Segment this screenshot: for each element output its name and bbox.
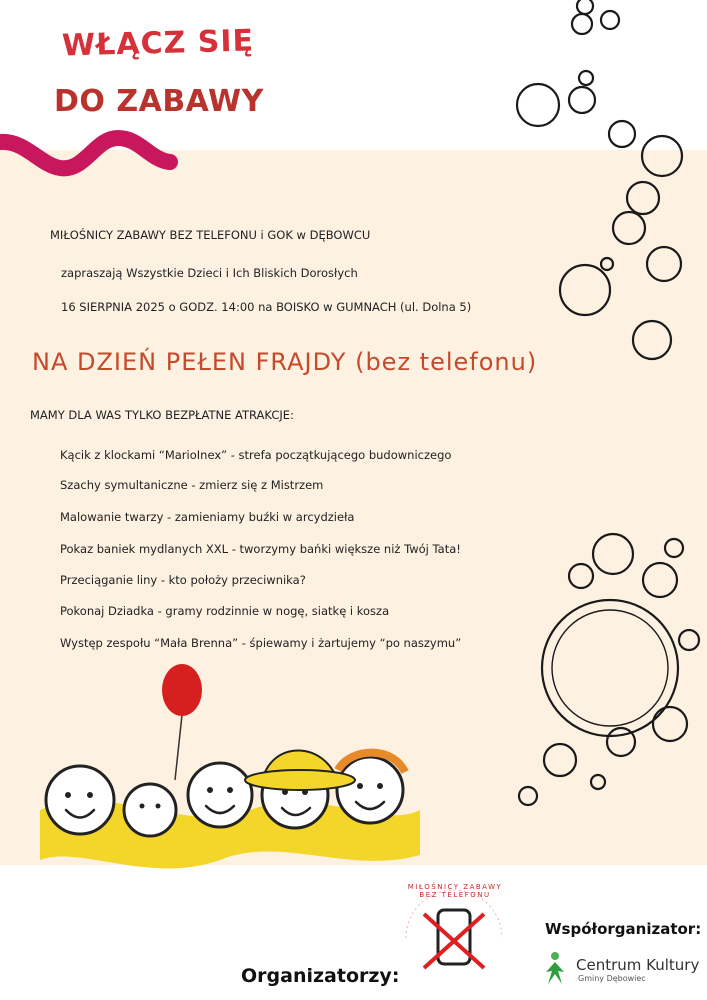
ck-subtitle: Gminy Dębowiec [578, 974, 646, 983]
intro-line-2: zapraszają Wszystkie Dzieci i Ich Bliskich Dorosłych [61, 266, 358, 280]
attraction-item: Pokaz baniek mydlanych XXL - tworzymy bańki większe niż Twój Tata! [60, 542, 461, 556]
coorganizer-label: Współorganizator: [545, 920, 702, 938]
children-illustration [20, 660, 460, 880]
attraction-item: Malowanie twarzy - zamieniamy buźki w arcydzieła [60, 510, 355, 524]
attraction-item: Szachy symultaniczne - zmierz się z Mistrzem [60, 478, 324, 492]
headline: NA DZIEŃ PEŁEN FRAJDY (bez telefonu) [32, 348, 538, 376]
ck-name: Centrum Kultury [576, 956, 700, 974]
title-line-2: DO ZABAWY [54, 84, 264, 119]
ck-logo-icon [538, 950, 572, 986]
attractions-heading: MAMY DLA WAS TYLKO BEZPŁATNE ATRAKCJE: [30, 408, 294, 422]
attraction-item: Przeciąganie liny - kto położy przeciwnika? [60, 573, 306, 587]
balloon [162, 664, 202, 716]
bubbles-decoration [500, 0, 707, 370]
intro-line-1: MIŁOŚNICY ZABAWY BEZ TELEFONU i GOK w DĘBOWCU [50, 228, 371, 242]
attraction-item: Występ zespołu “Mała Brenna” - śpiewamy i żartujemy “po naszymu” [60, 636, 462, 650]
organizers-label: Organizatorzy: [241, 965, 400, 987]
intro-line-3: 16 SIERPNIA 2025 o GODZ. 14:00 na BOISKO w GUMNACH (ul. Dolna 5) [61, 300, 472, 314]
attraction-item: Kącik z klockami “MarioInex” - strefa początkującego budowniczego [60, 448, 452, 462]
logo-ring-text: MIŁOŚNICY ZABAWY BEZ TELEFONU [407, 883, 503, 899]
title-line-1: WŁĄCZ SIĘ [61, 23, 255, 64]
attraction-item: Pokonaj Dziadka - gramy rodzinnie w nogę, siatkę i kosza [60, 604, 390, 618]
bubbles-decoration-lower [510, 520, 707, 810]
pink-wave-decoration [0, 120, 200, 200]
